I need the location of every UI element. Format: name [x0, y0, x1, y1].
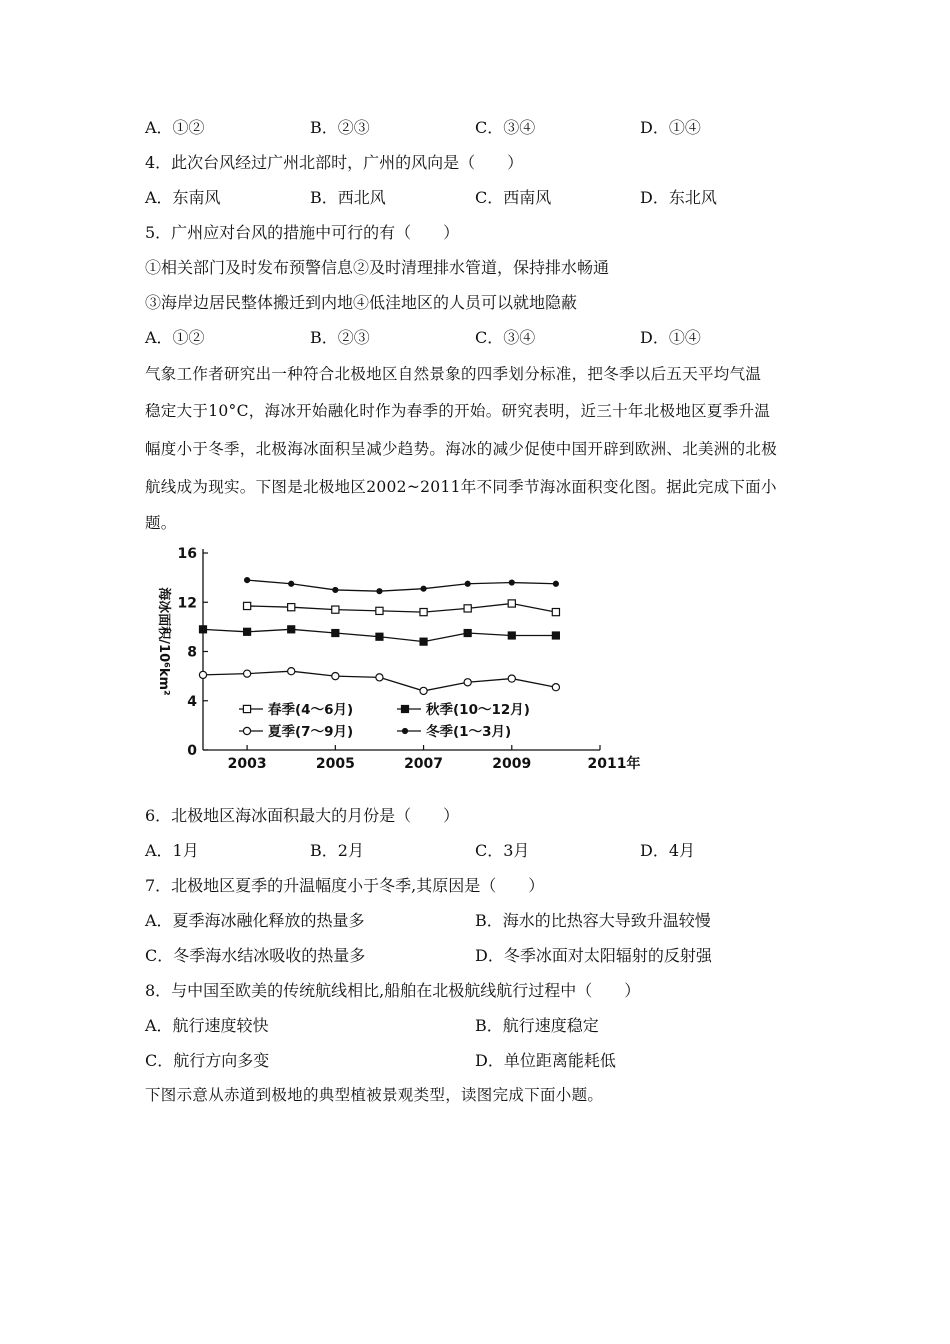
q6-option-d[interactable]: D．4月: [640, 841, 696, 860]
series-2-point: [552, 632, 559, 639]
y-tick-label: 8: [187, 644, 197, 661]
series-1-point: [376, 607, 383, 614]
closing-text: 下图示意从赤道到极地的典型植被景观类型，读图完成下面小题。: [145, 1086, 604, 1104]
x-tick-label: 2011年: [587, 756, 641, 772]
series-4-point: [465, 581, 470, 586]
series-3-point: [244, 670, 251, 677]
q4-option-a[interactable]: A．东南风: [145, 188, 221, 207]
q5-option-c[interactable]: C．③④: [475, 328, 536, 347]
y-tick-label: 12: [177, 595, 197, 612]
passage-line-5: 题。: [145, 514, 177, 532]
q7-option-b[interactable]: B．海水的比热容大导致升温较慢: [475, 911, 711, 930]
series-3-point: [464, 679, 471, 686]
y-tick-label: 16: [177, 546, 197, 562]
series-2-point: [464, 629, 471, 636]
sea-ice-area-chart: [150, 542, 641, 777]
series-3-point: [508, 675, 515, 682]
q6-option-c[interactable]: C．3月: [475, 841, 530, 860]
q4-option-c[interactable]: C．西南风: [475, 188, 552, 207]
q3-option-d[interactable]: D．①④: [640, 118, 701, 137]
series-3-point: [376, 674, 383, 681]
legend-marker: [401, 705, 408, 712]
legend-marker: [243, 705, 250, 712]
q8-option-a[interactable]: A．航行速度较快: [145, 1016, 269, 1035]
x-tick-label: 2003: [227, 756, 267, 772]
q3-option-c[interactable]: C．③④: [475, 118, 536, 137]
series-4-point: [421, 586, 426, 591]
series-3-point: [288, 668, 295, 675]
series-1-point: [464, 605, 471, 612]
series-4-point: [245, 577, 250, 582]
legend-label: 夏季(7～9月): [268, 724, 354, 740]
q6-option-a[interactable]: A．1月: [145, 841, 199, 860]
q4-stem: 4．此次台风经过广州北部时，广州的风向是（ ）: [145, 153, 524, 172]
q5-statement-line-2: ③海岸边居民整体搬迁到内地④低洼地区的人员可以就地隐蔽: [145, 293, 578, 312]
q5-option-a[interactable]: A．①②: [145, 328, 205, 347]
series-2-point: [199, 626, 206, 633]
series-1-point: [420, 609, 427, 616]
series-1-point: [288, 604, 295, 611]
series-1-point: [508, 600, 515, 607]
legend-label: 春季(4～6月): [268, 702, 354, 718]
passage-line-3: 幅度小于冬季，北极海冰面积呈减少趋势。海冰的减少促使中国开辟到欧洲、北美洲的北极: [145, 440, 778, 458]
legend-marker: [243, 727, 250, 734]
series-4-point: [333, 587, 338, 592]
x-tick-label: 2005: [315, 756, 355, 772]
y-tick-label: 4: [187, 693, 197, 710]
q8-option-b[interactable]: B．航行速度稳定: [475, 1016, 599, 1035]
passage-line-1: 气象工作者研究出一种符合北极地区自然景象的四季划分标准，把冬季以后五天平均气温: [145, 365, 762, 383]
series-2-point: [420, 638, 427, 645]
passage-line-2: 稳定大于10°C，海冰开始融化时作为春季的开始。研究表明，近三十年北极地区夏季升温: [145, 402, 771, 420]
series-2-point: [508, 632, 515, 639]
q7-option-a[interactable]: A．夏季海冰融化释放的热量多: [145, 911, 365, 930]
series-4-point: [553, 581, 558, 586]
series-2-point: [288, 626, 295, 633]
q7-stem: 7．北极地区夏季的升温幅度小于冬季,其原因是（ ）: [145, 876, 545, 895]
legend-label: 秋季(10～12月): [426, 702, 530, 718]
series-1-point: [244, 602, 251, 609]
series-3-point: [552, 684, 559, 691]
q6-option-b[interactable]: B．2月: [310, 841, 364, 860]
legend-marker: [402, 728, 407, 733]
series-1-point: [552, 609, 559, 616]
series-4-point: [289, 581, 294, 586]
q8-stem: 8．与中国至欧美的传统航线相比,船舶在北极航线航行过程中（ ）: [145, 981, 641, 1000]
series-2-point: [244, 628, 251, 635]
q3-option-b[interactable]: B．②③: [310, 118, 370, 137]
q5-statement-line-1: ①相关部门及时发布预警信息②及时清理排水管道，保持排水畅通: [145, 258, 610, 277]
series-3-point: [332, 673, 339, 680]
q8-option-c[interactable]: C．航行方向多变: [145, 1051, 270, 1070]
legend-label: 冬季(1～3月): [426, 724, 512, 740]
q8-option-d[interactable]: D．单位距离能耗低: [475, 1051, 616, 1070]
y-axis-label: 海冰面积/10⁶km²: [156, 587, 171, 696]
y-tick-label: 0: [187, 743, 197, 759]
q7-option-d[interactable]: D．冬季冰面对太阳辐射的反射强: [475, 946, 712, 965]
series-4-point: [509, 580, 514, 585]
q7-option-c[interactable]: C．冬季海水结冰吸收的热量多: [145, 946, 366, 965]
q6-stem: 6．北极地区海冰面积最大的月份是（ ）: [145, 806, 460, 825]
series-3-point: [420, 687, 427, 694]
series-2-point: [376, 633, 383, 640]
x-tick-label: 2007: [404, 756, 444, 772]
q5-option-d[interactable]: D．①④: [640, 328, 701, 347]
series-2-point: [332, 629, 339, 636]
q4-option-d[interactable]: D．东北风: [640, 188, 717, 207]
q5-stem: 5．广州应对台风的措施中可行的有（ ）: [145, 223, 460, 242]
series-1-point: [332, 606, 339, 613]
x-tick-label: 2009: [492, 756, 532, 772]
q4-option-b[interactable]: B．西北风: [310, 188, 386, 207]
passage-line-4: 航线成为现实。下图是北极地区2002~2011年不同季节海冰面积变化图。据此完成下面小: [145, 478, 777, 496]
series-4-point: [377, 589, 382, 594]
q5-option-b[interactable]: B．②③: [310, 328, 370, 347]
series-3-point: [199, 671, 206, 678]
q3-option-a[interactable]: A．①②: [145, 118, 205, 137]
